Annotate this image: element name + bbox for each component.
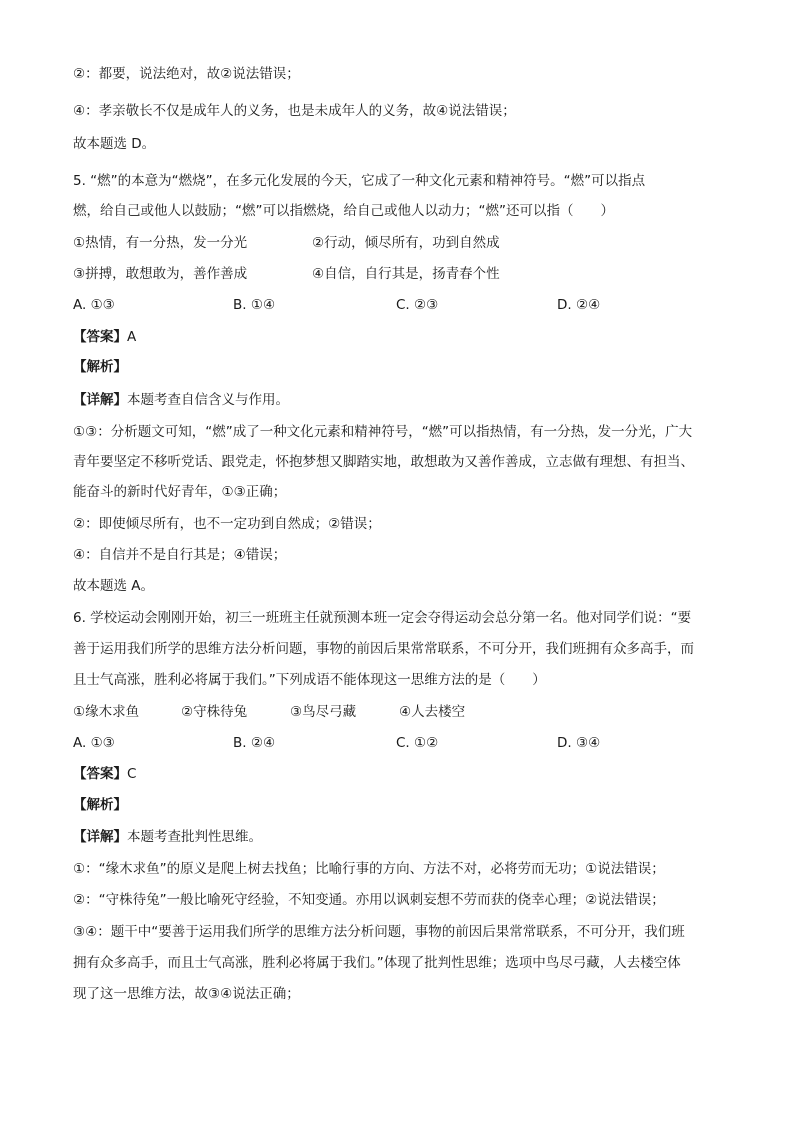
- q6-stem-line-1: 6. 学校运动会刚刚开始，初三一班班主任就预测本班一定会夺得运动会总分第一名。他对同学们说：“要: [73, 610, 692, 626]
- q5-analysis-label: 【解析】: [73, 359, 127, 375]
- q5-choice-d: D. ②④: [557, 297, 601, 313]
- q6-analysis-1: ①：“缘木求鱼”的原义是爬上树去找鱼；比喻行事的方向、方法不对，必将劳而无功；①说法错误；: [73, 861, 665, 877]
- q6-answer: [73, 764, 136, 784]
- q5-item-3: ③拼搏，敢想敢为，善作善成: [73, 266, 248, 282]
- q5-choice-c: C. ②③: [396, 297, 439, 313]
- q6-detail-tag: 【详解】: [73, 829, 127, 845]
- q5-item-4: ④自信，自行其是，扬青春个性: [312, 266, 500, 282]
- q5-answer: [73, 327, 136, 347]
- q5-item-1: ①热情，有一分热，发一分光: [73, 235, 248, 251]
- q5-analysis-1-line-1: ①③：分析题文可知，“燃”成了一种文化元素和精神符号，“燃”可以指热情，有一分热，发一分光，广大: [73, 424, 693, 440]
- q5-analysis-2: ②：即使倾尽所有，也不一定功到自然成；②错误；: [73, 516, 381, 532]
- q6-stem-line-2: 善于运用我们所学的思维方法分析问题，事物的前因后果常常联系，不可分开，我们班拥有众多高手，而: [73, 641, 694, 657]
- q6-item-3: ③鸟尽弓藏: [290, 704, 357, 720]
- q5-answer-tag: 【答案】: [73, 329, 127, 345]
- q6-choice-a: A. ①③: [73, 735, 115, 751]
- q5-stem-line-2: 燃，给自己或他人以鼓励；“燃”可以指燃烧，给自己或他人以动力；“燃”还可以指（ ）: [73, 203, 614, 219]
- q6-analysis-3-line-2: 拥有众多高手，而且士气高涨，胜利必将属于我们。”体现了批判性思维；选项中鸟尽弓藏，人去楼空体: [73, 955, 681, 971]
- q6-analysis-label: 【解析】: [73, 797, 127, 813]
- q6-stem-line-3: 且士气高涨，胜利必将属于我们。”下列成语不能体现这一思维方法的是（ ）: [73, 672, 546, 688]
- q5-detail: [73, 390, 289, 410]
- q6-detail-text: 本题考查批判性思维。: [127, 829, 262, 845]
- q5-analysis-1-line-2: 青年要坚定不移听党话、跟党走，怀抱梦想又脚踏实地，敢想敢为又善作善成，立志做有理想、有担当、: [73, 454, 694, 470]
- prev-analysis-line-1: ②：都要，说法绝对，故②说法错误；: [73, 66, 300, 82]
- q5-detail-text: 本题考查自信含义与作用。: [127, 392, 289, 408]
- q5-analysis-3: ④：自信并不是自行其是；④错误；: [73, 547, 287, 563]
- q5-answer-value: A: [127, 329, 137, 345]
- q6-choice-d: D. ③④: [557, 735, 601, 751]
- prev-conclusion: 故本题选 D。: [73, 136, 156, 152]
- q5-analysis-tag: [73, 357, 127, 377]
- q6-choice-b: B. ②④: [233, 735, 276, 751]
- q6-analysis-2: ②：“守株待兔”一般比喻死守经验，不知变通。亦用以讽刺妄想不劳而获的侥幸心理；②说法错误；: [73, 892, 665, 908]
- q5-analysis-1-line-3: 能奋斗的新时代好青年，①③正确；: [73, 484, 287, 500]
- q5-choice-b: B. ①④: [233, 297, 276, 313]
- q6-choice-c: C. ①②: [396, 735, 439, 751]
- q6-analysis-tag: [73, 795, 127, 815]
- q6-item-4: ④人去楼空: [399, 704, 466, 720]
- q6-item-2: ②守株待兔: [181, 704, 248, 720]
- q5-stem-line-1: 5. “燃”的本意为“燃烧”，在多元化发展的今天，它成了一种文化元素和精神符号。“燃”可以指点: [73, 173, 646, 189]
- prev-analysis-line-2: ④：孝亲敬长不仅是成年人的义务，也是未成年人的义务，故④说法错误；: [73, 103, 516, 119]
- q6-analysis-3-line-3: 现了这一思维方法，故③④说法正确；: [73, 986, 300, 1002]
- q6-detail: [73, 827, 262, 847]
- q6-answer-tag: 【答案】: [73, 766, 127, 782]
- q6-analysis-3-line-1: ③④：题干中“要善于运用我们所学的思维方法分析问题，事物的前因后果常常联系，不可分开，我们班: [73, 924, 685, 940]
- q6-item-1: ①缘木求鱼: [73, 704, 140, 720]
- q5-choice-a: A. ①③: [73, 297, 115, 313]
- q5-conclusion: 故本题选 A。: [73, 578, 155, 594]
- q5-detail-tag: 【详解】: [73, 392, 127, 408]
- q6-answer-value: C: [127, 766, 137, 782]
- q5-item-2: ②行动，倾尽所有，功到自然成: [312, 235, 500, 251]
